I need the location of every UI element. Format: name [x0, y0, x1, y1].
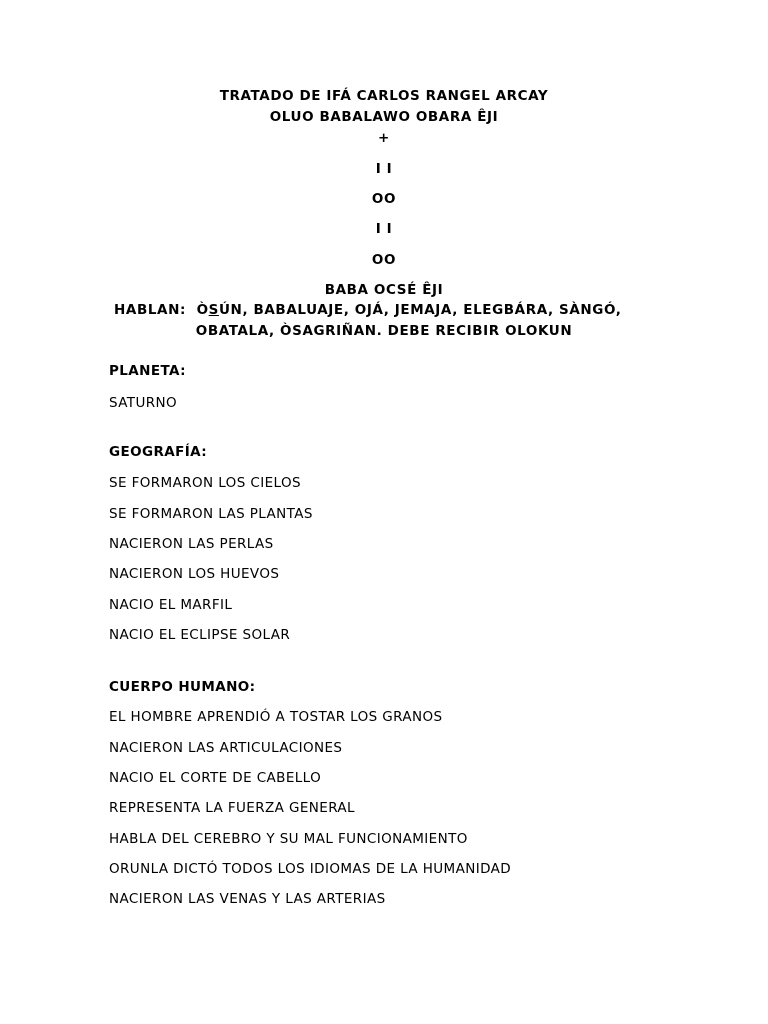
- section-heading-geografia: GEOGRAFÍA:: [109, 444, 208, 460]
- odu-name: BABA OCSÉ ÊJI: [324, 282, 444, 298]
- list-item: EL HOMBRE APRENDIÓ A TOSTAR LOS GRANOS: [109, 709, 443, 725]
- list-item: NACIERON LAS PERLAS: [109, 536, 274, 552]
- section-heading-cuerpo-humano: CUERPO HUMANO:: [109, 679, 256, 695]
- hablan-label: HABLAN:: [114, 302, 186, 318]
- section-heading-planeta: PLANETA:: [109, 363, 186, 379]
- sign-row-4: OO: [371, 252, 397, 268]
- sign-row-1: I I: [375, 161, 393, 177]
- hablan-line-2: OBATALA, ÒSAGRIÑAN. DEBE RECIBIR OLOKUN: [195, 323, 573, 339]
- sign-row-3: I I: [375, 221, 393, 237]
- list-item: NACIERON LAS ARTICULACIONES: [109, 740, 343, 756]
- list-item: HABLA DEL CEREBRO Y SU MAL FUNCIONAMIENTO: [109, 831, 468, 847]
- list-item: NACIO EL ECLIPSE SOLAR: [109, 627, 291, 643]
- hablan-first-pre: Ò: [196, 302, 209, 318]
- list-item: SATURNO: [109, 395, 178, 411]
- list-item: SE FORMARON LOS CIELOS: [109, 475, 301, 491]
- hablan-first-underlined: S: [208, 302, 219, 318]
- document-subtitle: OLUO BABALAWO OBARA ÊJI: [269, 109, 499, 125]
- document-title: TRATADO DE IFÁ CARLOS RANGEL ARCAY: [219, 88, 549, 104]
- list-item: ORUNLA DICTÓ TODOS LOS IDIOMAS DE LA HUMANIDAD: [109, 861, 512, 877]
- list-item: NACIO EL MARFIL: [109, 597, 233, 613]
- list-item: NACIERON LAS VENAS Y LAS ARTERIAS: [109, 891, 386, 907]
- sign-row-2: OO: [371, 191, 397, 207]
- list-item: SE FORMARON LAS PLANTAS: [109, 506, 313, 522]
- list-item: NACIERON LOS HUEVOS: [109, 566, 280, 582]
- list-item: NACIO EL CORTE DE CABELLO: [109, 770, 322, 786]
- hablan-first-post: ÚN, BABALUAJE, OJÁ, JEMAJA, ELEGBÁRA, SÀNGÓ,: [219, 302, 622, 318]
- hablan-line-1: [114, 302, 622, 318]
- list-item: REPRESENTA LA FUERZA GENERAL: [109, 800, 355, 816]
- plus-sign: +: [378, 130, 390, 146]
